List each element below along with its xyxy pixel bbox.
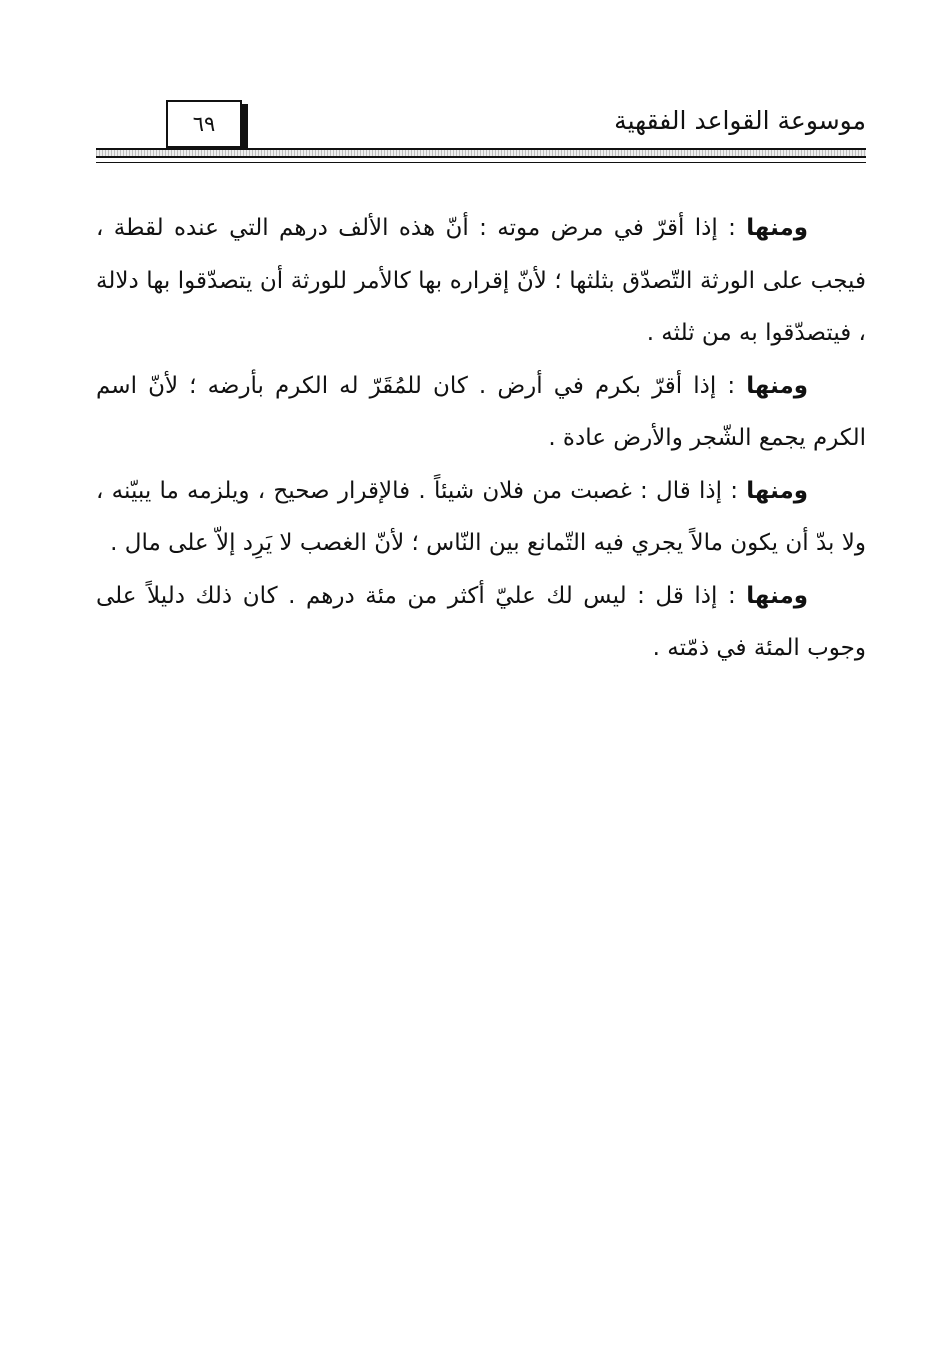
paragraph-lead: ومنها (746, 372, 808, 399)
paragraph (96, 570, 866, 675)
paragraph (96, 465, 866, 570)
paragraph-text: : إذا أقرّ في مرض موته : أنّ هذه الألف درهم التي عنده لقطة ، فيجب على الورثة التّصدّق بثلثها ؛ لأنّ إقراره بها كالأمر للورثة أن يتصدّقوا بها دلالة ، فيتصدّقوا به من ثلثه . (96, 215, 866, 346)
main-text (96, 202, 866, 675)
paragraph (96, 360, 866, 465)
paragraph-text: : إذا قل : ليس لك عليّ أكثر من مئة درهم . كان ذلك دليلاً على وجوب المئة في ذمّته . (96, 582, 866, 661)
paragraph-text: : إذا أقرّ بكرم في أرض . كان للمُقَرّ له الكرم بأرضه ؛ لأنّ اسم الكرم يجمع الشّجر والأرض عادة . (96, 372, 866, 451)
header-rule-thin (96, 162, 866, 163)
paragraph-lead: ومنها (746, 477, 808, 504)
paragraph-lead: ومنها (746, 215, 808, 241)
page-number-box (166, 100, 242, 148)
running-header (96, 100, 866, 170)
paragraph (96, 202, 866, 360)
paragraph-text: : إذا قال : غصبت من فلان شيئاً . فالإقرار صحيح ، ويلزمه ما يبيّنه ، ولا بدّ أن يكون مالاً يجري فيه التّمانع بين النّاس ؛ لأنّ الغصب لا يَرِد إلاّ على مال . (96, 477, 866, 556)
header-rule (96, 148, 866, 158)
book-title: موسوعة القواعد الفقهية (614, 106, 866, 135)
paragraph-lead: ومنها (746, 582, 808, 609)
page-number: ٦٩ (192, 112, 216, 136)
